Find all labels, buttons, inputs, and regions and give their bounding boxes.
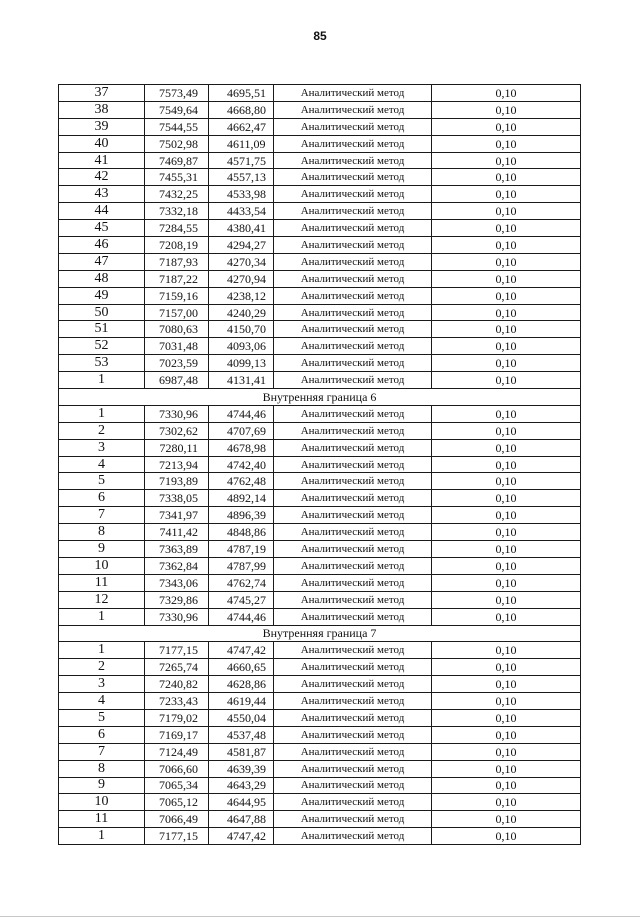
accuracy-cell: 0,10 (432, 574, 581, 591)
method-cell: Аналитический метод (274, 828, 432, 845)
method-cell: Аналитический метод (274, 135, 432, 152)
point-number-cell: 12 (59, 591, 145, 608)
point-number-cell: 38 (59, 101, 145, 118)
point-number-cell: 1 (59, 608, 145, 625)
accuracy-cell: 0,10 (432, 743, 581, 760)
point-number-cell: 10 (59, 794, 145, 811)
x-coordinate-cell: 7065,34 (145, 777, 209, 794)
method-cell: Аналитический метод (274, 372, 432, 389)
x-coordinate-cell: 7179,02 (145, 709, 209, 726)
method-cell: Аналитический метод (274, 574, 432, 591)
x-coordinate-cell: 7080,63 (145, 321, 209, 338)
method-cell: Аналитический метод (274, 490, 432, 507)
table-row (59, 490, 581, 507)
coordinates-table (58, 84, 581, 845)
table-row (59, 794, 581, 811)
y-coordinate-cell: 4744,46 (209, 608, 274, 625)
x-coordinate-cell: 7329,86 (145, 591, 209, 608)
y-coordinate-cell: 4762,74 (209, 574, 274, 591)
table-row (59, 169, 581, 186)
x-coordinate-cell: 7240,82 (145, 676, 209, 693)
y-coordinate-cell: 4647,88 (209, 811, 274, 828)
accuracy-cell: 0,10 (432, 642, 581, 659)
point-number-cell: 39 (59, 118, 145, 135)
coordinates-table-body (59, 85, 581, 845)
y-coordinate-cell: 4643,29 (209, 777, 274, 794)
table-row (59, 659, 581, 676)
point-number-cell: 4 (59, 456, 145, 473)
y-coordinate-cell: 4537,48 (209, 726, 274, 743)
accuracy-cell: 0,10 (432, 270, 581, 287)
point-number-cell: 45 (59, 220, 145, 237)
y-coordinate-cell: 4747,42 (209, 642, 274, 659)
x-coordinate-cell: 7544,55 (145, 118, 209, 135)
y-coordinate-cell: 4745,27 (209, 591, 274, 608)
point-number-cell: 40 (59, 135, 145, 152)
method-cell: Аналитический метод (274, 693, 432, 710)
point-number-cell: 7 (59, 743, 145, 760)
accuracy-cell: 0,10 (432, 676, 581, 693)
point-number-cell: 6 (59, 726, 145, 743)
table-row (59, 321, 581, 338)
point-number-cell: 47 (59, 253, 145, 270)
x-coordinate-cell: 7343,06 (145, 574, 209, 591)
table-row (59, 743, 581, 760)
point-number-cell: 3 (59, 676, 145, 693)
method-cell: Аналитический метод (274, 118, 432, 135)
y-coordinate-cell: 4892,14 (209, 490, 274, 507)
table-row (59, 642, 581, 659)
y-coordinate-cell: 4787,99 (209, 557, 274, 574)
x-coordinate-cell: 7157,00 (145, 304, 209, 321)
accuracy-cell: 0,10 (432, 321, 581, 338)
method-cell: Аналитический метод (274, 321, 432, 338)
y-coordinate-cell: 4787,19 (209, 541, 274, 558)
y-coordinate-cell: 4611,09 (209, 135, 274, 152)
table-row (59, 372, 581, 389)
point-number-cell: 44 (59, 203, 145, 220)
y-coordinate-cell: 4619,44 (209, 693, 274, 710)
point-number-cell: 41 (59, 152, 145, 169)
method-cell: Аналитический метод (274, 405, 432, 422)
accuracy-cell: 0,10 (432, 760, 581, 777)
x-coordinate-cell: 7362,84 (145, 557, 209, 574)
y-coordinate-cell: 4533,98 (209, 186, 274, 203)
accuracy-cell: 0,10 (432, 220, 581, 237)
point-number-cell: 42 (59, 169, 145, 186)
x-coordinate-cell: 7469,87 (145, 152, 209, 169)
accuracy-cell: 0,10 (432, 524, 581, 541)
accuracy-cell: 0,10 (432, 557, 581, 574)
point-number-cell: 11 (59, 811, 145, 828)
point-number-cell: 4 (59, 693, 145, 710)
accuracy-cell: 0,10 (432, 118, 581, 135)
point-number-cell: 46 (59, 237, 145, 254)
accuracy-cell: 0,10 (432, 101, 581, 118)
y-coordinate-cell: 4668,80 (209, 101, 274, 118)
y-coordinate-cell: 4240,29 (209, 304, 274, 321)
table-row (59, 101, 581, 118)
method-cell: Аналитический метод (274, 422, 432, 439)
method-cell: Аналитический метод (274, 777, 432, 794)
table-row (59, 676, 581, 693)
point-number-cell: 5 (59, 473, 145, 490)
point-number-cell: 11 (59, 574, 145, 591)
x-coordinate-cell: 7330,96 (145, 405, 209, 422)
accuracy-cell: 0,10 (432, 794, 581, 811)
method-cell: Аналитический метод (274, 473, 432, 490)
point-number-cell: 1 (59, 828, 145, 845)
method-cell: Аналитический метод (274, 541, 432, 558)
point-number-cell: 2 (59, 422, 145, 439)
y-coordinate-cell: 4093,06 (209, 338, 274, 355)
x-coordinate-cell: 7265,74 (145, 659, 209, 676)
accuracy-cell: 0,10 (432, 608, 581, 625)
point-number-cell: 9 (59, 777, 145, 794)
table-row (59, 811, 581, 828)
point-number-cell: 1 (59, 642, 145, 659)
method-cell: Аналитический метод (274, 186, 432, 203)
point-number-cell: 43 (59, 186, 145, 203)
section-title: Внутренняя граница 6 (59, 389, 581, 406)
x-coordinate-cell: 7280,11 (145, 439, 209, 456)
x-coordinate-cell: 7502,98 (145, 135, 209, 152)
table-row (59, 135, 581, 152)
point-number-cell: 52 (59, 338, 145, 355)
table-row (59, 726, 581, 743)
point-number-cell: 49 (59, 287, 145, 304)
table-row (59, 456, 581, 473)
x-coordinate-cell: 7284,55 (145, 220, 209, 237)
table-row (59, 524, 581, 541)
table-row (59, 541, 581, 558)
method-cell: Аналитический метод (274, 253, 432, 270)
accuracy-cell: 0,10 (432, 405, 581, 422)
accuracy-cell: 0,10 (432, 85, 581, 102)
accuracy-cell: 0,10 (432, 473, 581, 490)
x-coordinate-cell: 7177,15 (145, 642, 209, 659)
method-cell: Аналитический метод (274, 726, 432, 743)
y-coordinate-cell: 4628,86 (209, 676, 274, 693)
y-coordinate-cell: 4550,04 (209, 709, 274, 726)
table-row (59, 118, 581, 135)
x-coordinate-cell: 7573,49 (145, 85, 209, 102)
table-row (59, 85, 581, 102)
accuracy-cell: 0,10 (432, 422, 581, 439)
y-coordinate-cell: 4571,75 (209, 152, 274, 169)
y-coordinate-cell: 4660,65 (209, 659, 274, 676)
method-cell: Аналитический метод (274, 608, 432, 625)
y-coordinate-cell: 4848,86 (209, 524, 274, 541)
method-cell: Аналитический метод (274, 304, 432, 321)
y-coordinate-cell: 4433,54 (209, 203, 274, 220)
y-coordinate-cell: 4896,39 (209, 507, 274, 524)
accuracy-cell: 0,10 (432, 355, 581, 372)
point-number-cell: 53 (59, 355, 145, 372)
accuracy-cell: 0,10 (432, 726, 581, 743)
section-header-row (59, 625, 581, 642)
table-row (59, 439, 581, 456)
table-row (59, 237, 581, 254)
x-coordinate-cell: 7213,94 (145, 456, 209, 473)
table-row (59, 608, 581, 625)
y-coordinate-cell: 4644,95 (209, 794, 274, 811)
y-coordinate-cell: 4270,94 (209, 270, 274, 287)
method-cell: Аналитический метод (274, 794, 432, 811)
point-number-cell: 51 (59, 321, 145, 338)
x-coordinate-cell: 7330,96 (145, 608, 209, 625)
method-cell: Аналитический метод (274, 220, 432, 237)
method-cell: Аналитический метод (274, 709, 432, 726)
x-coordinate-cell: 7177,15 (145, 828, 209, 845)
table-row (59, 152, 581, 169)
point-number-cell: 9 (59, 541, 145, 558)
table-row (59, 693, 581, 710)
table-row (59, 422, 581, 439)
point-number-cell: 3 (59, 439, 145, 456)
y-coordinate-cell: 4744,46 (209, 405, 274, 422)
table-row (59, 253, 581, 270)
method-cell: Аналитический метод (274, 507, 432, 524)
x-coordinate-cell: 7031,48 (145, 338, 209, 355)
x-coordinate-cell: 7363,89 (145, 541, 209, 558)
point-number-cell: 50 (59, 304, 145, 321)
method-cell: Аналитический метод (274, 270, 432, 287)
accuracy-cell: 0,10 (432, 304, 581, 321)
table-row (59, 828, 581, 845)
x-coordinate-cell: 7159,16 (145, 287, 209, 304)
page-bottom-rule (0, 916, 640, 917)
accuracy-cell: 0,10 (432, 709, 581, 726)
page-number: 85 (313, 29, 327, 43)
y-coordinate-cell: 4639,39 (209, 760, 274, 777)
method-cell: Аналитический метод (274, 659, 432, 676)
accuracy-cell: 0,10 (432, 811, 581, 828)
accuracy-cell: 0,10 (432, 439, 581, 456)
table-row (59, 777, 581, 794)
method-cell: Аналитический метод (274, 642, 432, 659)
method-cell: Аналитический метод (274, 237, 432, 254)
accuracy-cell: 0,10 (432, 507, 581, 524)
method-cell: Аналитический метод (274, 152, 432, 169)
point-number-cell: 8 (59, 524, 145, 541)
point-number-cell: 5 (59, 709, 145, 726)
point-number-cell: 7 (59, 507, 145, 524)
accuracy-cell: 0,10 (432, 338, 581, 355)
y-coordinate-cell: 4099,13 (209, 355, 274, 372)
accuracy-cell: 0,10 (432, 777, 581, 794)
accuracy-cell: 0,10 (432, 693, 581, 710)
table-row (59, 557, 581, 574)
y-coordinate-cell: 4707,69 (209, 422, 274, 439)
method-cell: Аналитический метод (274, 456, 432, 473)
y-coordinate-cell: 4238,12 (209, 287, 274, 304)
x-coordinate-cell: 7187,93 (145, 253, 209, 270)
accuracy-cell: 0,10 (432, 456, 581, 473)
x-coordinate-cell: 7065,12 (145, 794, 209, 811)
table-row (59, 270, 581, 287)
table-row (59, 405, 581, 422)
method-cell: Аналитический метод (274, 557, 432, 574)
table-row (59, 304, 581, 321)
section-title: Внутренняя граница 7 (59, 625, 581, 642)
accuracy-cell: 0,10 (432, 541, 581, 558)
x-coordinate-cell: 7302,62 (145, 422, 209, 439)
x-coordinate-cell: 7169,17 (145, 726, 209, 743)
x-coordinate-cell: 7208,19 (145, 237, 209, 254)
method-cell: Аналитический метод (274, 811, 432, 828)
x-coordinate-cell: 7332,18 (145, 203, 209, 220)
method-cell: Аналитический метод (274, 676, 432, 693)
point-number-cell: 8 (59, 760, 145, 777)
y-coordinate-cell: 4747,42 (209, 828, 274, 845)
method-cell: Аналитический метод (274, 760, 432, 777)
point-number-cell: 1 (59, 372, 145, 389)
table-row (59, 591, 581, 608)
method-cell: Аналитический метод (274, 101, 432, 118)
accuracy-cell: 0,10 (432, 203, 581, 220)
table-row (59, 473, 581, 490)
accuracy-cell: 0,10 (432, 490, 581, 507)
x-coordinate-cell: 7432,25 (145, 186, 209, 203)
y-coordinate-cell: 4662,47 (209, 118, 274, 135)
table-row (59, 186, 581, 203)
x-coordinate-cell: 7341,97 (145, 507, 209, 524)
method-cell: Аналитический метод (274, 169, 432, 186)
accuracy-cell: 0,10 (432, 169, 581, 186)
point-number-cell: 37 (59, 85, 145, 102)
method-cell: Аналитический метод (274, 743, 432, 760)
x-coordinate-cell: 7193,89 (145, 473, 209, 490)
accuracy-cell: 0,10 (432, 287, 581, 304)
x-coordinate-cell: 7066,49 (145, 811, 209, 828)
x-coordinate-cell: 7411,42 (145, 524, 209, 541)
y-coordinate-cell: 4294,27 (209, 237, 274, 254)
table-row (59, 709, 581, 726)
method-cell: Аналитический метод (274, 85, 432, 102)
x-coordinate-cell: 7187,22 (145, 270, 209, 287)
y-coordinate-cell: 4380,41 (209, 220, 274, 237)
y-coordinate-cell: 4762,48 (209, 473, 274, 490)
y-coordinate-cell: 4581,87 (209, 743, 274, 760)
point-number-cell: 10 (59, 557, 145, 574)
y-coordinate-cell: 4695,51 (209, 85, 274, 102)
table-row (59, 355, 581, 372)
y-coordinate-cell: 4150,70 (209, 321, 274, 338)
method-cell: Аналитический метод (274, 203, 432, 220)
accuracy-cell: 0,10 (432, 253, 581, 270)
point-number-cell: 6 (59, 490, 145, 507)
method-cell: Аналитический метод (274, 591, 432, 608)
accuracy-cell: 0,10 (432, 135, 581, 152)
y-coordinate-cell: 4557,13 (209, 169, 274, 186)
method-cell: Аналитический метод (274, 439, 432, 456)
accuracy-cell: 0,10 (432, 186, 581, 203)
accuracy-cell: 0,10 (432, 152, 581, 169)
y-coordinate-cell: 4678,98 (209, 439, 274, 456)
x-coordinate-cell: 7549,64 (145, 101, 209, 118)
table-row (59, 203, 581, 220)
section-header-row (59, 389, 581, 406)
y-coordinate-cell: 4742,40 (209, 456, 274, 473)
table-row (59, 220, 581, 237)
y-coordinate-cell: 4270,34 (209, 253, 274, 270)
accuracy-cell: 0,10 (432, 372, 581, 389)
method-cell: Аналитический метод (274, 338, 432, 355)
table-row (59, 507, 581, 524)
accuracy-cell: 0,10 (432, 591, 581, 608)
point-number-cell: 48 (59, 270, 145, 287)
x-coordinate-cell: 6987,48 (145, 372, 209, 389)
table-row (59, 287, 581, 304)
table-row (59, 574, 581, 591)
method-cell: Аналитический метод (274, 524, 432, 541)
accuracy-cell: 0,10 (432, 659, 581, 676)
method-cell: Аналитический метод (274, 355, 432, 372)
x-coordinate-cell: 7066,60 (145, 760, 209, 777)
x-coordinate-cell: 7023,59 (145, 355, 209, 372)
accuracy-cell: 0,10 (432, 237, 581, 254)
point-number-cell: 2 (59, 659, 145, 676)
x-coordinate-cell: 7455,31 (145, 169, 209, 186)
x-coordinate-cell: 7338,05 (145, 490, 209, 507)
method-cell: Аналитический метод (274, 287, 432, 304)
accuracy-cell: 0,10 (432, 828, 581, 845)
table-row (59, 338, 581, 355)
table-row (59, 760, 581, 777)
y-coordinate-cell: 4131,41 (209, 372, 274, 389)
point-number-cell: 1 (59, 405, 145, 422)
x-coordinate-cell: 7233,43 (145, 693, 209, 710)
x-coordinate-cell: 7124,49 (145, 743, 209, 760)
